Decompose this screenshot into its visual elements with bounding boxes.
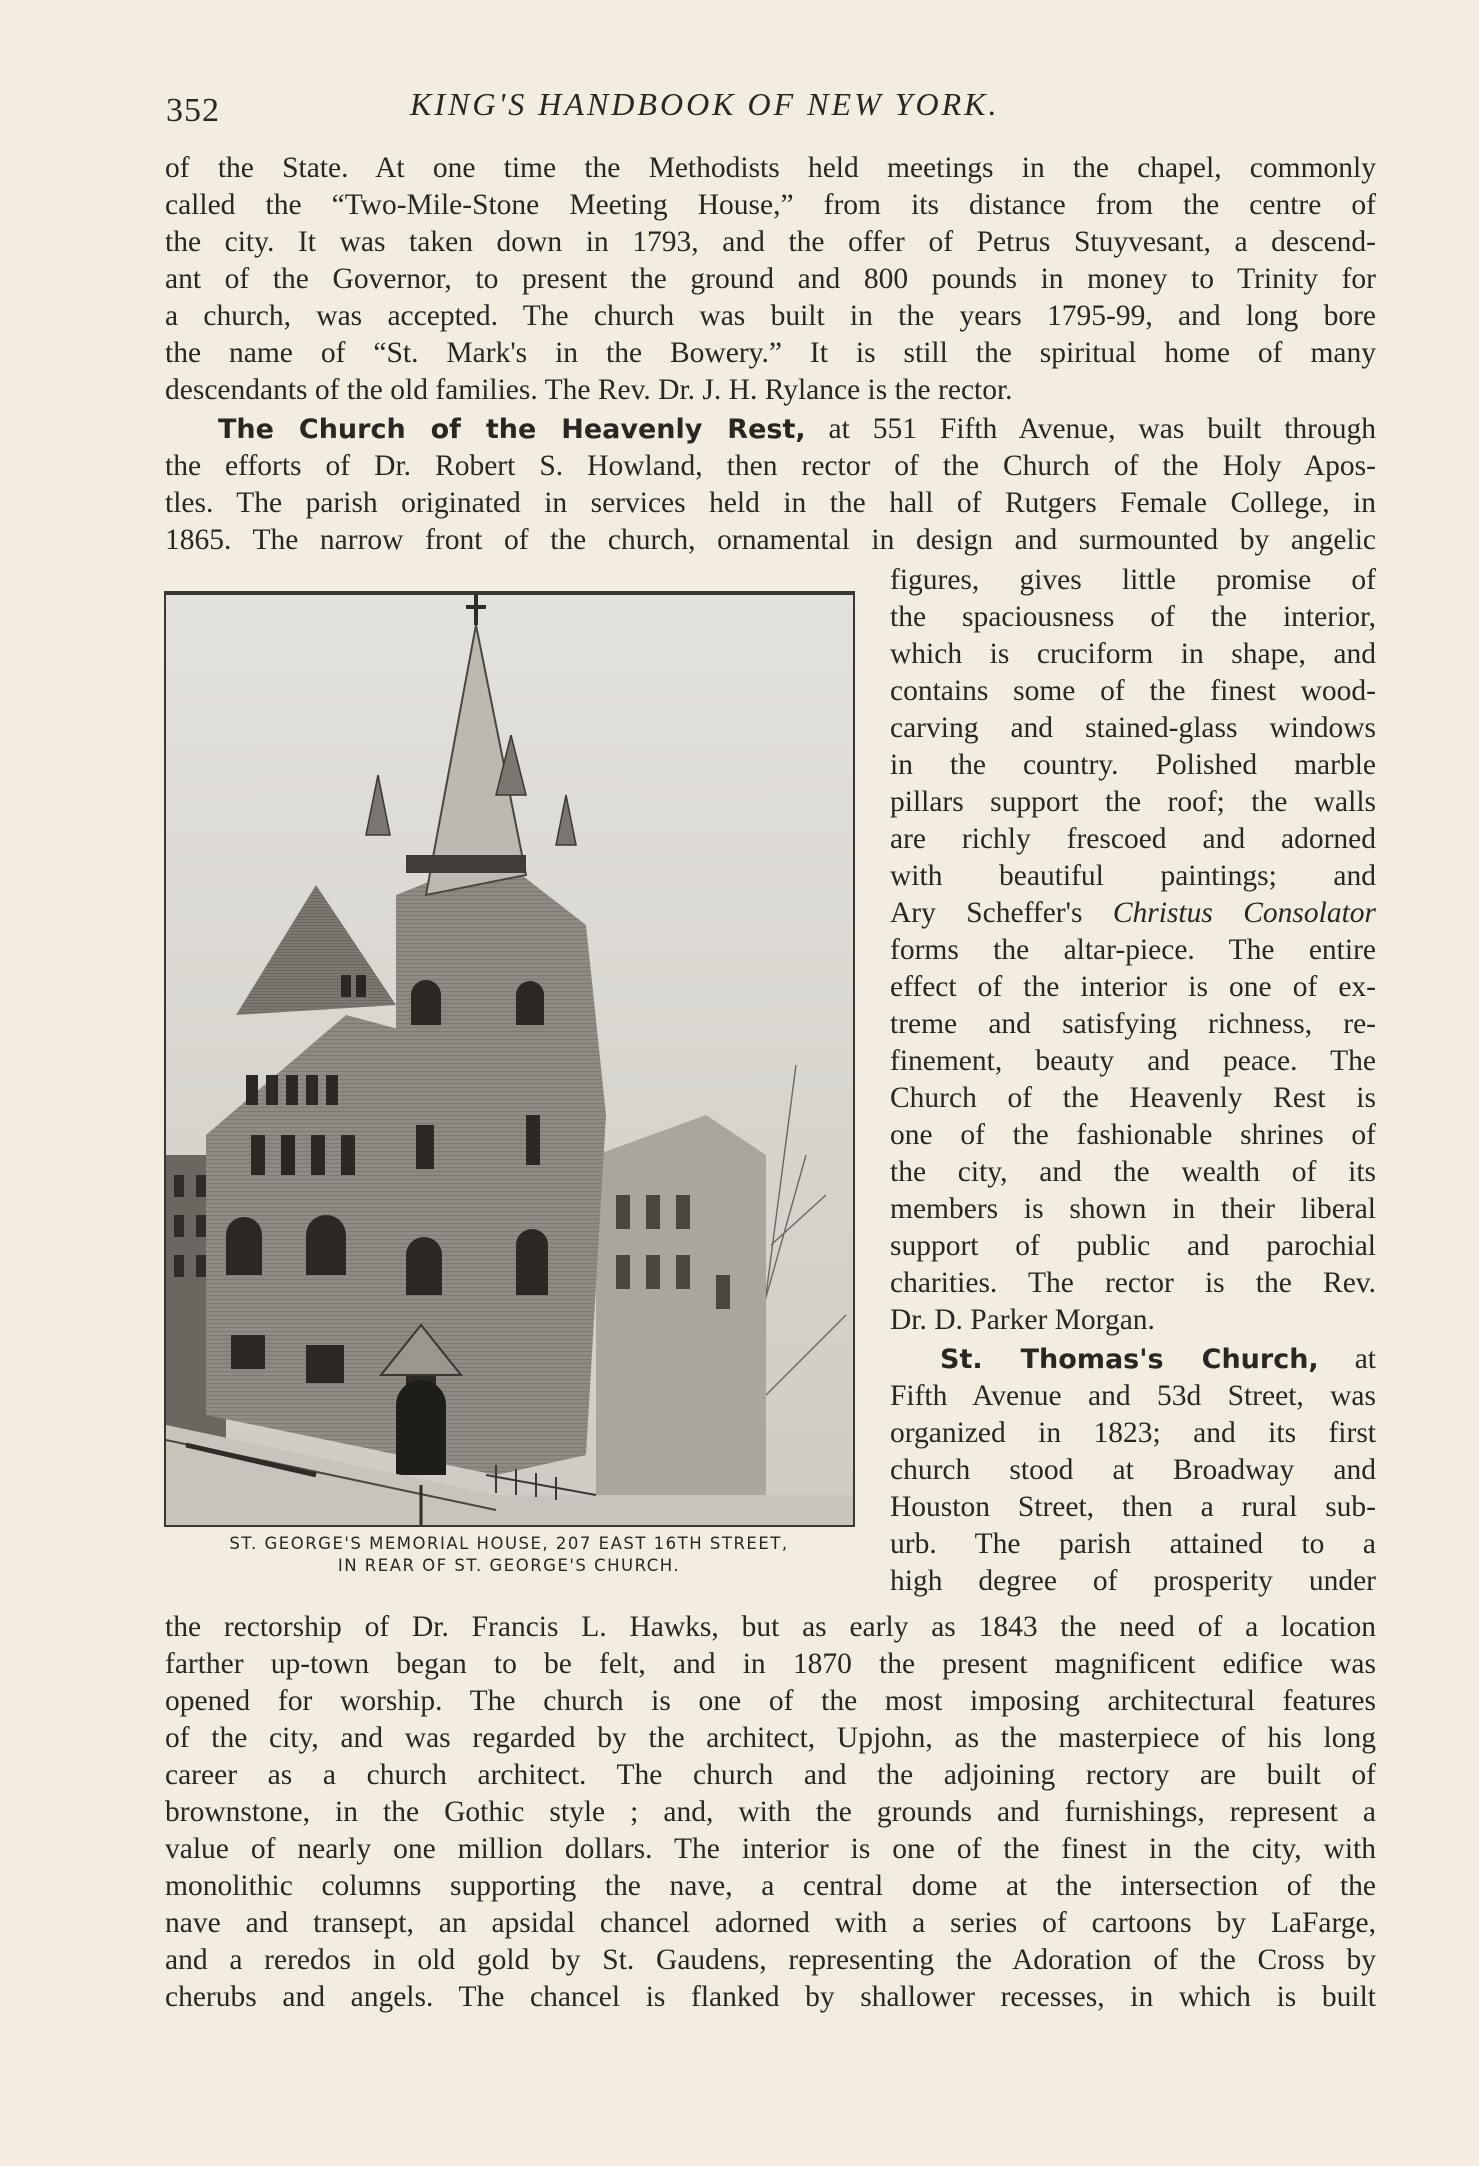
column-line: high degree of prosperity under	[890, 1565, 1376, 1597]
text-line: 1865. The narrow front of the church, ornamental in design and surmounted by angelic	[165, 524, 1376, 556]
column-line: treme and satisfying richness, re-	[890, 1008, 1376, 1040]
column-line: figures, gives little promise of	[890, 564, 1376, 596]
column-line	[890, 895, 1376, 932]
section-heading: St. Thomas's Church,	[940, 1344, 1319, 1375]
text-line: cherubs and angels. The chancel is flanked by shallower recesses, in which is built	[165, 1981, 1376, 2013]
text-line: value of nearly one million dollars. The interior is one of the finest in the city, with	[165, 1833, 1376, 1865]
text-fragment: Ary Scheffer's	[890, 897, 1083, 929]
caption-line: IN REAR OF ST. GEORGE'S CHURCH.	[337, 1556, 681, 1575]
text-line: brownstone, in the Gothic style ; and, with the grounds and furnishings, represent a	[165, 1796, 1376, 1828]
text-line: of the city, and was regarded by the architect, Upjohn, as the masterpiece of his long	[165, 1722, 1376, 1754]
column-line: charities. The rector is the Rev.	[890, 1267, 1376, 1299]
column-line: church stood at Broadway and	[890, 1454, 1376, 1486]
italic-title: Christus Consolator	[1112, 897, 1376, 929]
running-head: KING'S HANDBOOK OF NEW YORK.	[410, 86, 1000, 122]
text-line: tles. The parish originated in services held in the hall of Rutgers Female College, in	[165, 487, 1376, 519]
column-line: which is cruciform in shape, and	[890, 638, 1376, 670]
page-number: 352	[166, 92, 220, 129]
column-line: members is shown in their liberal	[890, 1193, 1376, 1225]
text-line: nave and transept, an apsidal chancel adorned with a series of cartoons by LaFarge,	[165, 1907, 1376, 1939]
text-line: descendants of the old families. The Rev. Dr. J. H. Rylance is the rector.	[165, 374, 1013, 406]
text-line: the name of “St. Mark's in the Bowery.” It is still the spiritual home of many	[165, 337, 1376, 369]
figure-caption	[164, 1533, 854, 1577]
text-line: the city. It was taken down in 1793, and the offer of Petrus Stuyvesant, a descend-	[165, 226, 1376, 258]
text-line: opened for worship. The church is one of the most imposing architectural features	[165, 1685, 1376, 1717]
column-line: one of the fashionable shrines of	[890, 1119, 1376, 1151]
column-line: support of public and parochial	[890, 1230, 1376, 1262]
column-line: urb. The parish attained to a	[890, 1528, 1376, 1560]
column-line: effect of the interior is one of ex-	[890, 971, 1376, 1003]
column-line: Church of the Heavenly Rest is	[890, 1082, 1376, 1114]
column-line: forms the altar-piece. The entire	[890, 934, 1376, 966]
church-engraving-figure	[164, 593, 855, 1527]
heavenly-rest-heading-line	[218, 411, 1376, 448]
text-line: of the State. At one time the Methodists held meetings in the chapel, commonly	[165, 152, 1376, 184]
text-fragment: at	[1318, 1343, 1376, 1375]
column-line: organized in 1823; and its first	[890, 1417, 1376, 1449]
text-line: the efforts of Dr. Robert S. Howland, then rector of the Church of the Holy Apos-	[165, 450, 1376, 482]
section-heading: The Church of the Heavenly Rest,	[218, 414, 806, 445]
church-building-illustration	[166, 595, 853, 1525]
text-line: ant of the Governor, to present the ground and 800 pounds in money to Trinity for	[165, 263, 1376, 295]
text-line: a church, was accepted. The church was built in the years 1795-99, and long bore	[165, 300, 1376, 332]
column-line: Dr. D. Parker Morgan.	[890, 1304, 1155, 1336]
column-line: Fifth Avenue and 53d Street, was	[890, 1380, 1376, 1412]
caption-line: ST. GEORGE'S MEMORIAL HOUSE, 207 EAST 16TH STREET,	[229, 1534, 789, 1553]
column-line: are richly frescoed and adorned	[890, 823, 1376, 855]
column-line: pillars support the roof; the walls	[890, 786, 1376, 818]
column-line: carving and stained-glass windows	[890, 712, 1376, 744]
column-line: in the country. Polished marble	[890, 749, 1376, 781]
text-line: the rectorship of Dr. Francis L. Hawks, but as early as 1843 the need of a location	[165, 1611, 1376, 1643]
column-line: the spaciousness of the interior,	[890, 601, 1376, 633]
column-line: finement, beauty and peace. The	[890, 1045, 1376, 1077]
st-thomas-heading-line	[940, 1341, 1376, 1378]
text-fragment: at 551 Fifth Avenue, was built through	[805, 413, 1376, 445]
text-line: monolithic columns supporting the nave, a central dome at the intersection of the	[165, 1870, 1376, 1902]
column-line: the city, and the wealth of its	[890, 1156, 1376, 1188]
text-line: called the “Two-Mile-Stone Meeting House,” from its distance from the centre of	[165, 189, 1376, 221]
column-line: Houston Street, then a rural sub-	[890, 1491, 1376, 1523]
text-line: and a reredos in old gold by St. Gaudens, representing the Adoration of the Cross by	[165, 1944, 1376, 1976]
text-line: farther up-town began to be felt, and in 1870 the present magnificent edifice was	[165, 1648, 1376, 1680]
text-line: career as a church architect. The church and the adjoining rectory are built of	[165, 1759, 1376, 1791]
column-line: with beautiful paintings; and	[890, 860, 1376, 892]
column-line: contains some of the finest wood-	[890, 675, 1376, 707]
